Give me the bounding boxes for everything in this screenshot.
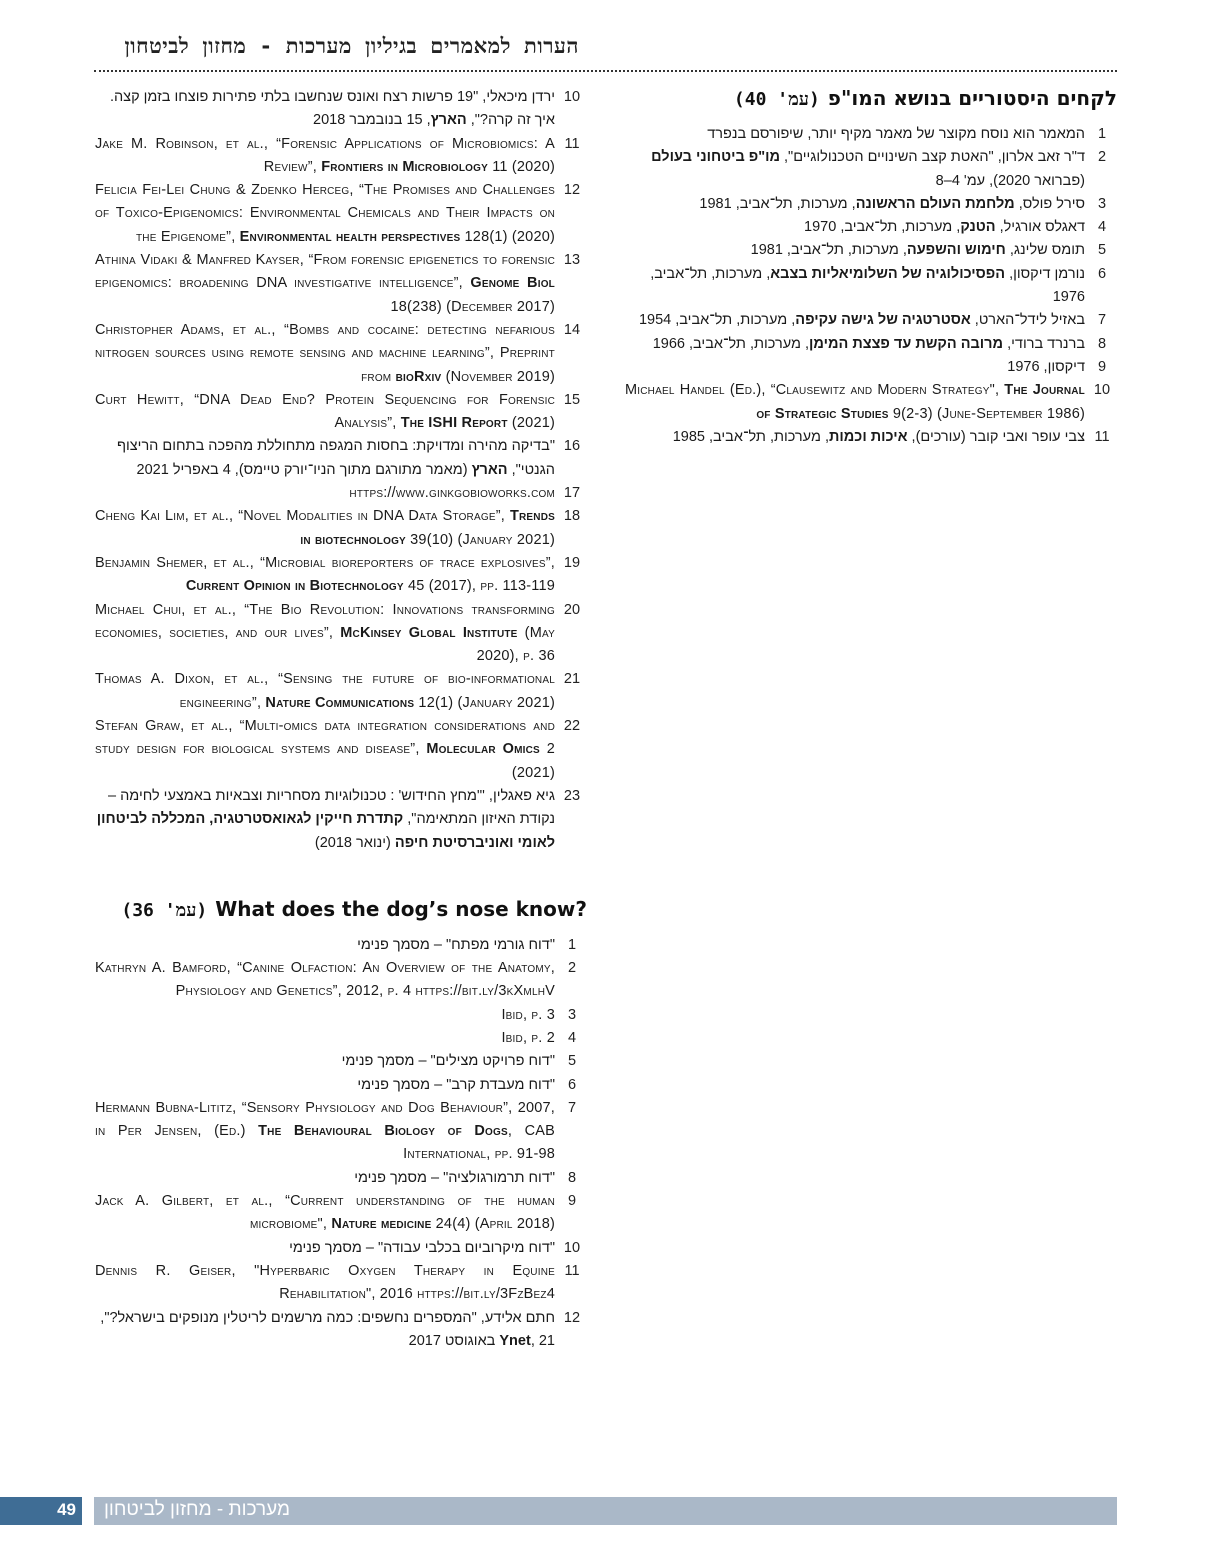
footnote-text-lead: נורמן דיקסון, — [1005, 265, 1085, 282]
footnote-text-lead: ברנרד ברודי, — [1003, 335, 1085, 352]
footnote-number: 6 — [1097, 265, 1107, 282]
footnote-item — [623, 426, 1117, 449]
footnote-number: 2 — [567, 960, 577, 977]
footnote-text-tail: , מערכות, תל־אביב, 1954 — [638, 312, 796, 329]
footnote-source-title: The Journal of Strategic Studies — [756, 382, 1085, 422]
footnote-item — [93, 1027, 587, 1050]
footnote-text — [93, 1167, 557, 1190]
footnote-text-tail: , מערכות, תל־אביב, 1976 — [650, 265, 1085, 306]
footnote-text — [623, 263, 1087, 310]
footnote-text — [93, 1307, 557, 1354]
footnote-item — [623, 333, 1117, 356]
footnote-source-title: bioRxiv — [395, 368, 442, 385]
footnote-text-lead: ד"ר זאב אלרון, "האטת קצב השינויים הטכנולוגיים", — [780, 149, 1085, 166]
footnote-item — [93, 1237, 587, 1260]
footnote-text-lead: ירדן מיכאלי, "19 פרשות רצח ואונס שנחשבו בלתי פתירות פוצחו בזמן קצה. איך זה קרה?", — [109, 89, 555, 129]
footnote-text-lead: דאגלס אורגיל, — [995, 219, 1085, 236]
footnote-number: 22 — [563, 718, 581, 735]
footnote-text — [623, 123, 1087, 146]
footnote-text — [623, 146, 1087, 193]
footnote-text — [93, 1027, 557, 1050]
footnote-number: 20 — [563, 601, 581, 618]
footnote-item — [93, 133, 587, 180]
footnote-number: 13 — [563, 252, 581, 269]
footnote-text-tail: 39(10) (January 2021) — [405, 531, 555, 548]
footnote-text-tail: (2021) — [507, 415, 555, 432]
footnote-source-title: הטנק — [960, 219, 996, 236]
footnote-text — [93, 1237, 557, 1260]
footnote-item — [93, 1050, 587, 1073]
footnote-item — [623, 146, 1117, 193]
footnote-source-title: The Behavioural Biology of Dogs — [258, 1123, 508, 1140]
footnote-number: 23 — [563, 787, 581, 804]
footnote-text-lead: סירל פולס, — [1014, 195, 1085, 212]
footnote-item — [93, 179, 587, 249]
footnote-item — [93, 482, 587, 505]
footnote-text — [623, 239, 1087, 262]
footnote-item — [93, 599, 587, 669]
footnote-text-tail: 9(2-3) (June-September 1986) — [888, 405, 1085, 422]
footnote-number: 15 — [563, 391, 581, 408]
footnote-text-plain: דיקסון, 1976 — [1007, 358, 1085, 375]
biotech-list — [93, 86, 587, 855]
footnote-number: 14 — [563, 321, 581, 338]
footnote-text-lead: Athina Vidaki & Manfred Kayser, “From forensic epigenetics to forensic epigenomics: broadening DNA investigative intelligence”, — [95, 252, 555, 292]
footnote-text-lead: Benjamin Shemer, et al., “Microbial bioreporters of trace explosives”, — [95, 554, 555, 571]
footnote-item — [93, 957, 587, 1004]
footnote-text-lead: חתם אלידע, "המספרים נחשפים: כמה מרשמים לריטלין מנופקים בישראל?", — [100, 1309, 555, 1326]
footnote-source-title: מרובה הקשת עד פצצת המימן — [809, 335, 1004, 352]
footnote-text-lead: Thomas A. Dixon, et al., “Sensing the future of bio-informational engineering”, — [95, 671, 555, 711]
footnote-text — [93, 1004, 557, 1027]
footnote-item — [93, 1167, 587, 1190]
footnote-item — [93, 934, 587, 957]
footnote-text — [93, 552, 557, 599]
footnote-number: 11 — [1094, 428, 1110, 445]
footer-journal-title: מערכות - מחזון לביטחון — [104, 1499, 291, 1520]
footnote-text-lead: תומס שלינג, — [1005, 242, 1085, 259]
footnote-source-title: Frontiers in Microbiology — [321, 158, 488, 175]
footnote-source-title: Ynet — [499, 1332, 531, 1349]
footnote-source-title: הארץ — [471, 461, 508, 478]
footnote-item — [623, 123, 1117, 146]
footnote-number: 1 — [567, 936, 577, 953]
footnote-text-lead: Felicia Fei-Lei Chung & Zdenko Herceg, “The Promises and Challenges of Toxico-Epigenomics: Environmental Chemicals and Their Impacts on the Epigenome”, — [95, 182, 555, 245]
footnote-text-tail: 12(1) (January 2021) — [414, 694, 555, 711]
footnote-text — [93, 133, 557, 180]
footnote-text-tail: , מערכות, תל־אביב, 1981 — [750, 242, 907, 259]
footnote-text — [93, 668, 557, 715]
footnote-source-title: אסטרטגיה של גישה עקיפה — [795, 312, 971, 329]
footnote-item — [623, 216, 1117, 239]
footnote-text-plain: המאמר הוא נוסח מקוצר של מאמר מקיף יותר, שיפורסם בנפרד — [707, 126, 1085, 142]
footnote-source-title: Nature medicine — [331, 1216, 432, 1233]
footnote-text-tail: , מערכות, תל־אביב, 1985 — [672, 428, 829, 445]
dog-list — [93, 934, 587, 1353]
footnote-source-title: הפסיכולוגיה של השלומיאליות בצבא — [770, 265, 1006, 282]
footnote-item — [93, 1260, 587, 1307]
footnote-item — [93, 785, 587, 855]
footnote-text-tail: 128(1) (2020) — [460, 228, 555, 245]
footnote-item — [93, 1307, 587, 1354]
footnote-text — [93, 389, 557, 436]
footnote-item — [623, 379, 1117, 426]
footnote-text — [623, 309, 1087, 332]
footnote-text-lead: Kathryn A. Bamford, “Canine Olfaction: An Overview of the Anatomy, Physiology and Genetics”, 2012, p. 4 https://bit.ly/3kXmlhV — [95, 960, 555, 1000]
historical-list — [623, 123, 1117, 449]
footnote-text-lead: באזיל לידל־הארט, — [970, 312, 1085, 329]
footnote-number: 9 — [1097, 358, 1107, 375]
footnote-text-lead: Cheng Kai Lim, et al., “Novel Modalities in DNA Data Storage”, — [95, 508, 510, 525]
footnote-text — [93, 1260, 557, 1307]
footnote-text-tail: , מערכות, תל־אביב, 1970 — [804, 219, 961, 236]
footnote-text-tail: , 21 באוגוסט 2017 — [408, 1332, 555, 1349]
footnote-source-title: מלחמת העולם הראשונה — [855, 195, 1015, 212]
footnote-text-tail: , 15 בנובמבר 2018 — [313, 112, 431, 129]
footnote-number: 8 — [1097, 335, 1107, 352]
footnote-text — [623, 216, 1087, 239]
footnote-text-plain: "דוח מיקרוביום בכלבי עבודה" – מסמך פנימי — [289, 1239, 555, 1256]
footnote-text — [93, 1074, 557, 1097]
footnote-text — [93, 86, 557, 133]
footnote-source-title: Molecular Omics — [426, 741, 540, 758]
footnote-text — [93, 1050, 557, 1073]
footnote-text-tail: (May 2020), p. 36 — [476, 624, 555, 665]
running-title: הערות למאמרים בגיליון מערכות - מחזון לביטחון — [124, 34, 579, 58]
footnote-number: 1 — [1097, 126, 1107, 142]
footnote-source-title: Trends in biotechnology — [300, 508, 555, 548]
footnote-text-tail: , מערכות, תל־אביב, 1966 — [652, 335, 810, 352]
footnote-text-lead: Jake M. Robinson, et al., “Forensic Applications of Microbiomics: A Review”, — [95, 135, 555, 175]
footnote-text-lead: Hermann Bubna-Lititz, “Sensory Physiology and Dog Behaviour”, 2007, in Per Jensen, (Ed.) — [95, 1099, 555, 1140]
footnote-item — [93, 319, 587, 389]
footnote-text-lead: צבי עופר ואבי קובר (עורכים), — [907, 428, 1085, 445]
footnote-text — [93, 1190, 557, 1237]
footnote-text-tail: 2 (2021) — [511, 741, 555, 781]
footnote-text — [93, 1097, 557, 1167]
footnote-text — [93, 435, 557, 482]
footnote-text-tail: 18(238) (December 2017) — [390, 298, 555, 315]
footnote-number: 17 — [563, 485, 581, 502]
footnote-text — [623, 193, 1087, 216]
footnote-text-plain: "דוח פרויקט מצילים" – מסמך פנימי — [341, 1053, 555, 1070]
footnote-item — [93, 435, 587, 482]
footnote-item — [623, 193, 1117, 216]
footnote-text-plain: Ibid, p. 3 — [501, 1006, 555, 1023]
page-number: 49 — [57, 1500, 76, 1519]
footnote-text — [93, 179, 557, 249]
footnote-text-lead: Dennis R. Geiser, "Hyperbaric Oxygen Therapy in Equine Rehabilitation", 2016 https://bit.ly/3FzBez4 — [95, 1262, 555, 1303]
footnote-text-plain: https://www.ginkgobioworks.com — [349, 485, 555, 502]
footnote-number: 11 — [564, 135, 580, 152]
footnote-number: 12 — [563, 182, 581, 199]
footnote-number: 10 — [563, 89, 581, 105]
footnote-item — [93, 1190, 587, 1237]
footnote-item — [93, 249, 587, 319]
footnote-text-plain: Ibid, p. 2 — [501, 1029, 555, 1046]
footnote-item — [93, 668, 587, 715]
footnote-text-lead: "בדיקה מהירה ומדויקת: בחסות המגפה מתחוללת מהפכה בתחום הריצוף הגנטי", — [116, 438, 555, 478]
footnote-number: 11 — [564, 1262, 580, 1279]
footnote-number: 3 — [1097, 195, 1107, 212]
footnote-text-tail: (מאמר מתורגם מתוך הניו־יורק טיימס), 4 באפריל 2021 — [136, 461, 472, 478]
footnote-source-title: Current Opinion in Biotechnology — [185, 578, 404, 595]
footnote-number: 5 — [1097, 242, 1107, 259]
footnote-item — [623, 239, 1117, 262]
footnote-number: 16 — [563, 438, 581, 455]
footer-page-box — [0, 1497, 82, 1525]
footnote-item — [93, 1074, 587, 1097]
footnote-source-title: Nature Communications — [265, 694, 415, 711]
footnote-number: 3 — [567, 1006, 577, 1023]
footnote-text-lead: גיא פאגלין, '"מחץ החידוש' : טכנולוגיות מסחריות וצבאיות באמצעי לחימה – נקודת האיזון המתאימה", — [108, 787, 555, 828]
footnote-number: 4 — [1097, 219, 1107, 236]
footnote-number: 21 — [563, 671, 581, 688]
footnote-source-title: קתדרת חייקין לגאואסטרטגיה, המכללה לביטחון לאומי ואוניברסיטת חיפה — [96, 811, 555, 851]
footnote-number: 6 — [567, 1076, 577, 1093]
section-title-historical: לקחים היסטוריים בנושא המו"פ(עמ' 40) — [733, 86, 1117, 110]
footnote-source-title: McKinsey Global Institute — [340, 624, 518, 641]
footnote-number: 4 — [567, 1029, 577, 1046]
footnote-source-title: מו"פ ביטחוני בעולם — [651, 149, 780, 166]
footnote-item — [93, 1004, 587, 1027]
footnote-source-title: איכות וכמות — [829, 428, 908, 445]
footnote-text-plain: "דוח תרמורגולציה" – מסמך פנימי — [354, 1169, 555, 1186]
footnote-source-title: The ISHI Report — [400, 415, 508, 432]
footnote-text-tail: (פברואר 2020), עמ' 4–8 — [935, 172, 1085, 189]
footnote-text — [93, 785, 557, 855]
footnote-text-tail: (November 2019) — [441, 368, 555, 385]
footnote-number: 10 — [563, 1239, 581, 1256]
footnote-number: 2 — [1097, 149, 1107, 166]
footnote-text — [93, 319, 557, 389]
footnote-source-title: Environmental health perspectives — [239, 228, 461, 245]
footnote-text-tail: 24(4) (April 2018) — [431, 1216, 555, 1233]
footnote-text — [623, 379, 1087, 426]
footnote-text — [93, 599, 557, 669]
footnote-number: 10 — [1093, 382, 1111, 399]
footnote-text-lead: Curt Hewitt, “DNA Dead End? Protein Sequencing for Forensic Analysis”, — [95, 391, 555, 432]
footnote-text — [93, 957, 557, 1004]
footnote-text-plain: "דוח מעבדת קרב" – מסמך פנימי — [357, 1076, 555, 1093]
footnote-number: 7 — [567, 1099, 577, 1116]
footnote-text-lead: Stefan Graw, et al., “Multi-omics data integration considerations and study design for biological systems and disease”, — [95, 718, 555, 758]
footnote-text — [93, 505, 557, 552]
page-header — [94, 32, 1117, 72]
footnote-item — [93, 389, 587, 436]
footnote-text-lead: Christopher Adams, et al., “Bombs and cocaine: detecting nefarious nitrogen sources using remote sensing and machine learning”, Preprint from — [95, 321, 555, 385]
footnote-text-tail: 45 (2017), pp. 113-119 — [403, 578, 555, 595]
footnote-text-plain: "דוח גורמי מפתח" – מסמך פנימי — [357, 936, 555, 953]
historical-column — [623, 86, 1117, 449]
footnote-text — [623, 426, 1087, 449]
footnote-text — [93, 934, 557, 957]
footnote-source-title: הארץ — [430, 112, 467, 129]
footnote-source-title: חימוש והשפעה — [906, 242, 1006, 259]
footnote-text — [93, 482, 557, 505]
footnote-item — [93, 552, 587, 599]
section-title-dog: What does the dog’s nose know?(עמ' 36) — [121, 896, 587, 921]
footnote-text-tail: 11 (2020) — [487, 158, 555, 175]
footnote-number: 9 — [567, 1193, 577, 1210]
footnote-item — [93, 86, 587, 133]
footnote-number: 8 — [567, 1169, 577, 1186]
footnote-text-tail: , CAB International, pp. 91-98 — [403, 1123, 555, 1163]
footnote-text — [93, 715, 557, 785]
footnote-text-lead: Michael Chui, et al., “The Bio Revolution: Innovations transforming economies, societies, and our lives”, — [95, 601, 555, 641]
footnote-item — [623, 356, 1117, 379]
footer-bar — [94, 1497, 1117, 1525]
footnote-number: 7 — [1097, 312, 1107, 329]
biotech-column — [93, 86, 587, 1353]
footnote-item — [93, 1097, 587, 1167]
footnote-item — [623, 309, 1117, 332]
footnote-text-lead: Michael Handel (Ed.), “Clausewitz and Modern Strategy", — [625, 382, 1005, 399]
footnote-source-title: Genome Biol — [470, 275, 555, 292]
footnote-text-tail: (ינואר 2018) — [314, 834, 395, 851]
footnote-item — [623, 263, 1117, 310]
footnote-number: 5 — [567, 1053, 577, 1070]
footnote-text-lead: Jack A. Gilbert, et al., “Current understanding of the human microbiome", — [95, 1193, 555, 1233]
footnote-number: 19 — [563, 554, 581, 571]
footnote-text — [623, 333, 1087, 356]
footnote-text — [623, 356, 1087, 379]
footnote-number: 18 — [563, 508, 581, 525]
footnote-text-tail: , מערכות, תל־אביב, 1981 — [699, 195, 856, 212]
footnote-number: 12 — [563, 1309, 581, 1326]
footnote-item — [93, 505, 587, 552]
footnote-text — [93, 249, 557, 319]
footnote-item — [93, 715, 587, 785]
